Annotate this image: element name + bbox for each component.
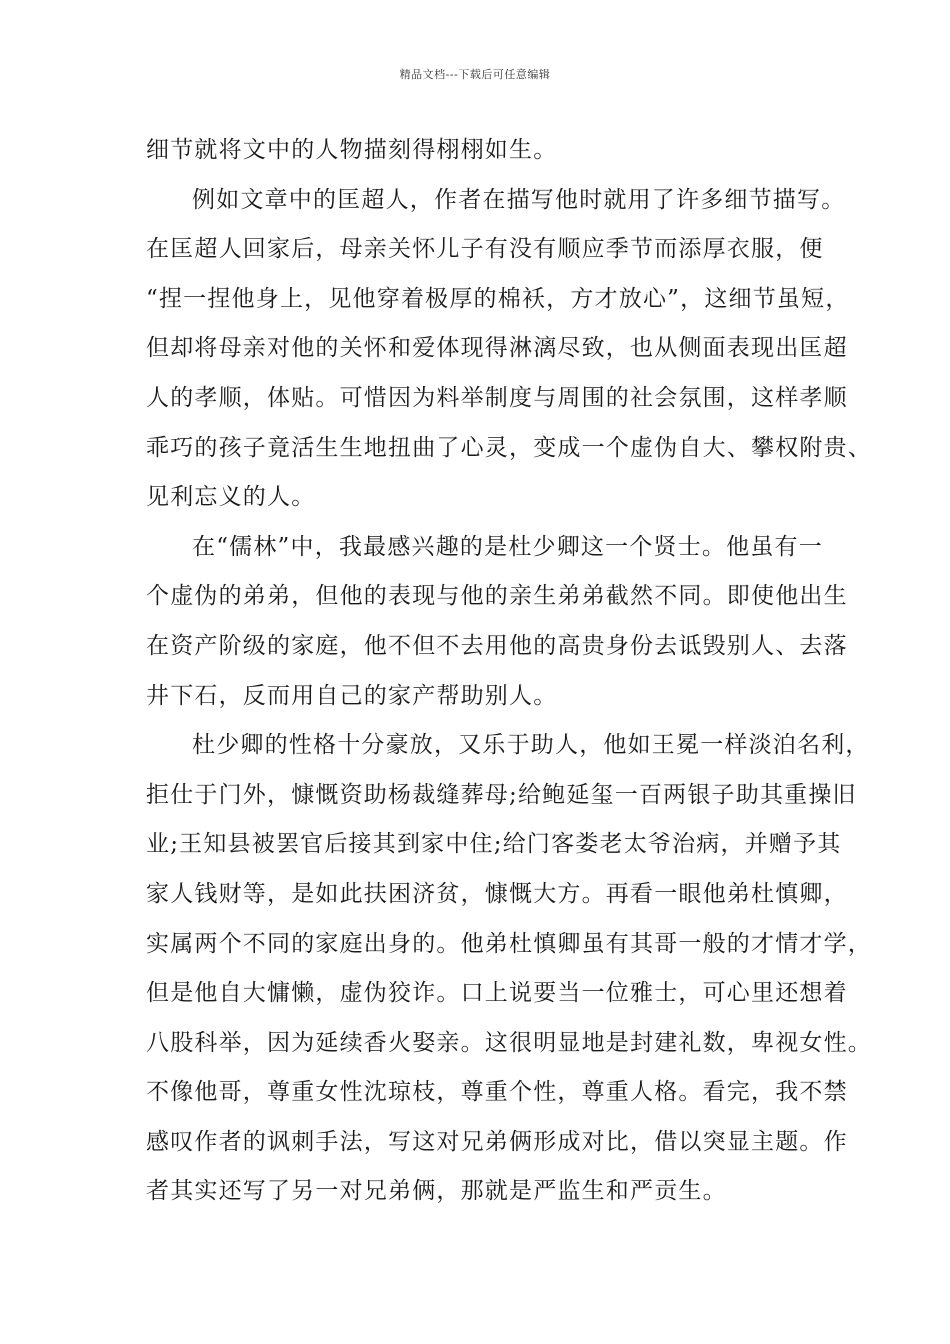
text-line: 细节就将文中的人物描刻得栩栩如生。 bbox=[146, 137, 558, 163]
text-line: 拒仕于门外，慷慨资助杨裁缝葬母;给鲍延玺一百两银子助其重操旧 bbox=[146, 781, 857, 808]
text-line: 人的孝顺，体贴。可惜因为料举制度与周围的社会氛围，这样孝顺 bbox=[146, 384, 848, 411]
text-line: 但却将母亲对他的关怀和爱体现得淋漓尽致，也从侧面表现出匡超 bbox=[146, 335, 848, 362]
text-line: 但是他自大慵懒，虚伪狡诈。口上说要当一位雅士，可心里还想着 bbox=[146, 980, 848, 1007]
text-line: 例如文章中的匡超人，作者在描写他时就用了许多细节描写。 bbox=[192, 186, 846, 213]
text-line: 在匡超人回家后，母亲关怀儿子有没有顺应季节而添厚衣服，便 bbox=[146, 236, 824, 263]
text-line: 八股科举，因为延续香火娶亲。这很明显地是封建礼数，卑视女性。 bbox=[146, 1029, 872, 1056]
page-header: 精品文档---下载后可任意编辑 bbox=[399, 68, 551, 81]
text-line: 不像他哥，尊重女性沈琼枝，尊重个性，尊重人格。看完，我不禁 bbox=[146, 1079, 848, 1106]
text-line: 感叹作者的讽刺手法，写这对兄弟俩形成对比，借以突显主题。作 bbox=[146, 1128, 848, 1155]
text-line: 实属两个不同的家庭出身的。他弟杜慎卿虽有其哥一般的才情才学， bbox=[146, 930, 872, 957]
text-line: 在资产阶级的家庭，他不但不去用他的高贵身份去诋毁别人、去落 bbox=[146, 632, 848, 659]
text-line: 业;王知县被罢官后接其到家中住;给门客娄老太爷治病，并赠予其 bbox=[146, 831, 842, 858]
text-line: 在“儒林”中，我最感兴趣的是杜少卿这一个贤士。他虽有一 bbox=[192, 533, 823, 560]
text-line: 见利忘义的人。 bbox=[146, 484, 316, 511]
text-line: 个虚伪的弟弟，但他的表现与他的亲生弟弟截然不同。即使他出生 bbox=[146, 583, 848, 610]
text-line: 家人钱财等，是如此扶困济贫，慷慨大方。再看一眼他弟杜慎卿， bbox=[146, 880, 848, 907]
text-line: 井下石，反而用自己的家产帮助别人。 bbox=[146, 682, 558, 709]
document-body bbox=[146, 126, 872, 1217]
text-line: 乖巧的孩子竟活生生地扭曲了心灵，变成一个虚伪自大、攀权附贵、 bbox=[146, 434, 872, 461]
text-line: 杜少卿的性格十分豪放，又乐于助人，他如王冕一样淡泊名利， bbox=[192, 732, 870, 759]
text-line: “捏一捏他身上，见他穿着极厚的棉袄，方才放心”，这细节虽短， bbox=[146, 285, 850, 312]
text-line: 者其实还写了另一对兄弟俩，那就是严监生和严贡生。 bbox=[146, 1178, 727, 1205]
